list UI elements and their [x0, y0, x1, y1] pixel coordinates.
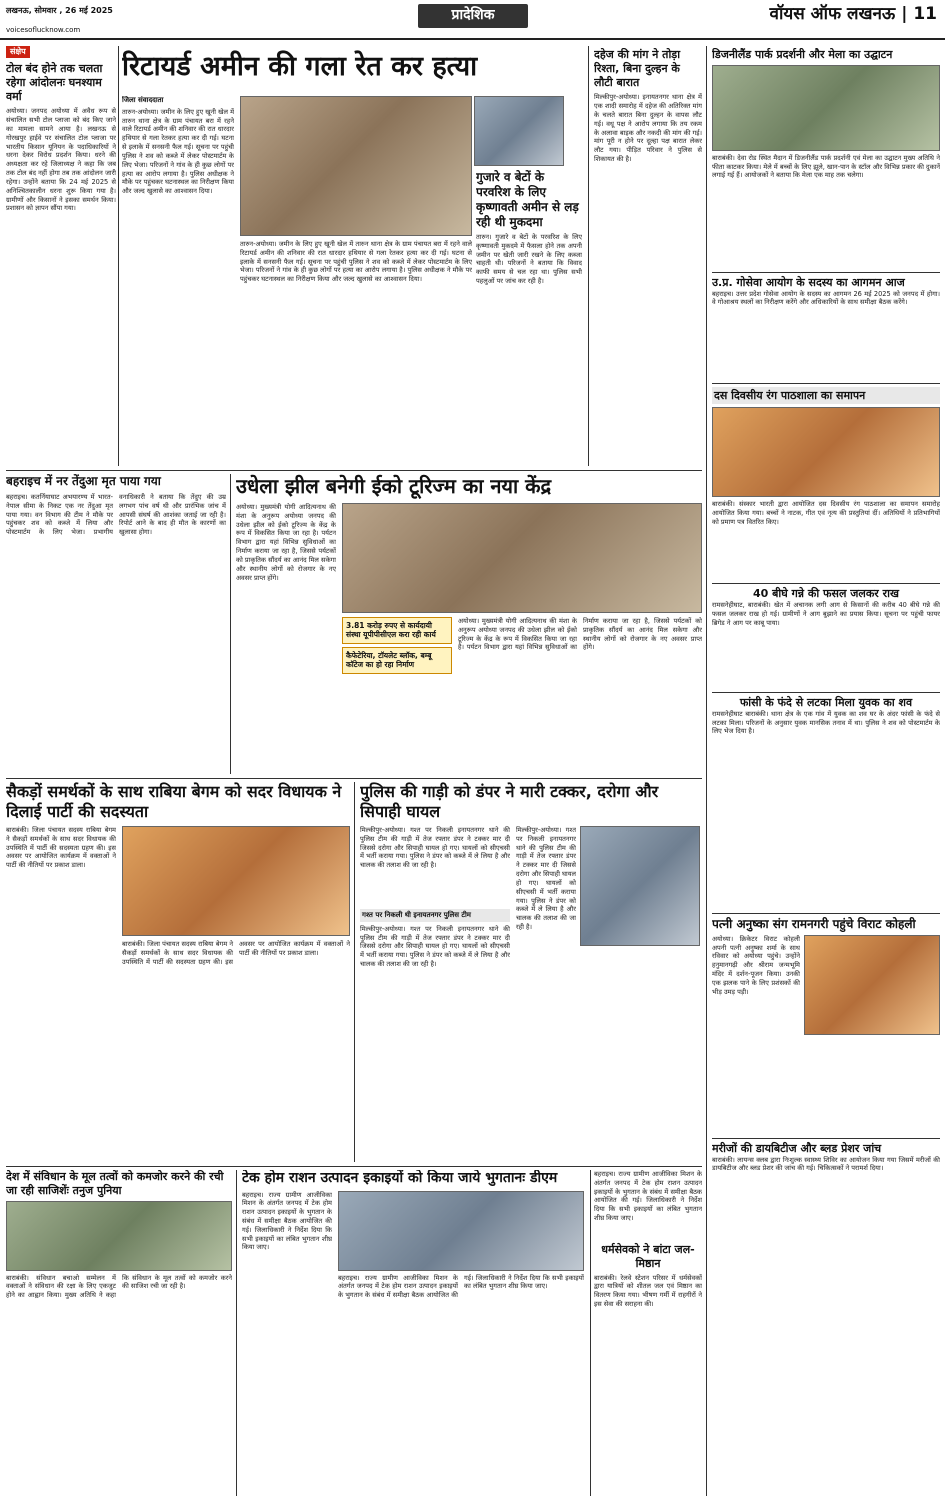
gosewa-body: बहराइच। उत्तर प्रदेश गोसेवा आयोग के सदस्य का आगमन 26 मई 2025 को जनपद में होगा। वे गोआश्रय स्थलों का निरीक्षण करेंगे और अधिकारियों के साथ समीक्षा बैठक करेंगे। [712, 289, 940, 307]
brief-column [6, 46, 116, 466]
eco-body-cont: अयोध्या। मुख्यमंत्री योगी आदित्यनाथ की मंशा के अनुरूप अयोध्या जनपद की उधेला झील को ईको टूरिज्म के केंद्र के रूप में विकसित किया जा रहा है। पर्यटन विभाग द्वारा यहां विभिन्न सुविधाओं का निर्माण कराया जा रहा है, जिससे पर्यटकों को प्राकृतिक सौंदर्य का आनंद मिल सकेगा और स्थानीय लोगों को रोजगार के नए अवसर प्राप्त होंगे। [458, 617, 702, 652]
ration-body: बहराइच। राज्य ग्रामीण आजीविका मिशन के अंतर्गत जनपद में टेक होम राशन उत्पादन इकाइयों के भुगतान के संबंध में समीक्षा बैठक आयोजित की गई। जिलाधिकारी ने निर्देश दिया कि सभी इकाइयों का लंबित भुगतान शीघ्र किया जाए। [242, 1190, 332, 1252]
brief-headline: टोल बंद होने तक चलता रहेगा आंदोलनः घनश्याम वर्मा [6, 62, 103, 103]
lead-body: तारुन-अयोध्या। जमीन के लिए हुए खूनी खेल में तारुन थाना क्षेत्र के ग्राम पंचायत बरा में रहने वाले रिटायर्ड अमीन की शनिवार की रात धारदार हथियार से गला रेतकर हत्या कर दी गई। घटना से इलाके में सनसनी फैल गई। सूचना पर पहुंची पुलिस ने शव को कब्जे में लेकर पोस्टमार्टम के लिए भेजा। परिजनों ने गांव के ही कुछ लोगों पर हत्या का आरोप लगाया है। पुलिस अधीक्षक ने मौके पर पहुंचकर घटनास्थल का निरीक्षण किया और जल्द खुलासे का आश्वासन दिया। [122, 107, 234, 196]
ration-body-cont: बहराइच। राज्य ग्रामीण आजीविका मिशन के अंतर्गत जनपद में टेक होम राशन उत्पादन इकाइयों के भुगतान के संबंध में समीक्षा बैठक आयोजित की गई। जिलाधिकारी ने निर्देश दिया कि सभी इकाइयों का लंबित भुगतान शीघ्र किया जाए। [338, 1273, 584, 1300]
gosewa-headline: उ.प्र. गोसेवा आयोग के सदस्य का आगमन आज [712, 275, 905, 289]
hanging-body: रामसनेहीघाट बाराबंकी। थाना क्षेत्र के एक गांव में युवक का शव घर के अंदर फांसी के फंदे से लटका मिला। परिजनों के अनुसार युवक मानसिक तनाव में था। पुलिस ने शव को पोस्टमार्टम के लिए भेज दिया है। [712, 709, 940, 736]
kohli-body: अयोध्या। क्रिकेटर विराट कोहली अपनी पत्नी अनुष्का शर्मा के साथ रविवार को अयोध्या पहुंचे। उन्होंने हनुमानगढ़ी और श्रीराम जन्मभूमि मंदिर में दर्शन-पूजन किया। उनकी एक झलक पाने के लिए प्रशंसकों की भीड़ उमड़ पड़ी। [712, 934, 800, 996]
police-body: मिल्कीपुर-अयोध्या। गश्त पर निकली इनायतनगर थाने की पुलिस टीम की गाड़ी में तेज रफ्तार डंपर ने टक्कर मार दी जिससे दरोगा और सिपाही घायल हो गए। घायलों को सीएचसी में भर्ती कराया गया। पुलिस ने डंपर को कब्जे में ले लिया है और चालक की तलाश की जा रही है। [360, 826, 510, 870]
const-photo [6, 1201, 232, 1271]
page-number: 11 [913, 4, 937, 24]
dowry-body: मिल्कीपुर-अयोध्या। इनायतनगर थाना क्षेत्र में एक शादी समारोह में दहेज की अतिरिक्त मांग के चलते बारात बिना दुल्हन के वापस लौट गई। वधू पक्ष ने आरोप लगाया कि तय रकम के अलावा बाइक और नकदी की मांग की गई। मांग पूरी न होने पर दूल्हा पक्ष बारात लेकर लौट गया। पीड़ित परिवार ने पुलिस से शिकायत की है। [594, 93, 702, 164]
lead-subhead: गुजारे व बेटों के परवरिश के लिए कृष्णावती अमीन से लड़ रही थी मुकदमा [476, 170, 579, 229]
lead-photo [240, 96, 472, 236]
page-header [0, 0, 945, 40]
masthead: वॉयस ऑफ लखनऊ | 11 [769, 4, 937, 24]
water-body: बाराबंकी। रेलवे स्टेशन परिसर में धर्मसेवकों द्वारा यात्रियों को शीतल जल एवं मिष्ठान का वितरण किया गया। भीषण गर्मी में राहगीरों ने इस सेवा की सराहना की। [594, 1273, 702, 1308]
rang-body: बाराबंकी। संस्कार भारती द्वारा आयोजित दस दिवसीय रंग पाठशाला का समापन समारोह आयोजित किया गया। बच्चों ने नाटक, गीत एवं नृत्य की प्रस्तुतियां दीं। अतिथियों ने प्रतिभागियों को प्रमाण पत्र वितरित किए। [712, 500, 940, 526]
police-headline: पुलिस की गाड़ी को डंपर ने मारी टक्कर, दरोगा और सिपाही घायल [360, 782, 659, 821]
section-title: प्रादेशिक [418, 4, 528, 28]
police-photo [580, 826, 700, 946]
const-headline: देश में संविधान के मूल तत्वों को कमजोर करने की रची जा रही साजिशेंः तनुज पुनिया [6, 1170, 224, 1197]
victim-photo [474, 96, 564, 166]
disney-headline: डिजनीलैंड पार्क प्रदर्शनी और मेला का उद्घाटन [712, 48, 893, 61]
eco-headline: उधेला झील बनेगी ईको टूरिज्म का नया केंद्र [236, 474, 552, 498]
site-url[interactable]: voicesoflucknow.com [6, 26, 81, 34]
leopard-headline: बहराइच में नर तेंदुआ मृत पाया गया [6, 474, 161, 488]
ration-headline: टेक होम राशन उत्पादन इकाइयों को किया जाये भुगतानः डीएम [242, 1170, 558, 1186]
police-tag: गश्त पर निकली थी इनायतनगर पुलिस टीम [360, 909, 510, 922]
rabia-body-cont: बाराबंकी। जिला पंचायत सदस्य राबिया बेगम ने सैकड़ों समर्थकों के साथ सदर विधायक की उपस्थिति में पार्टी की सदस्यता ग्रहण की। इस अवसर पर आयोजित कार्यक्रम में वक्ताओं ने पार्टी की नीतियों पर प्रकाश डाला। [122, 940, 350, 966]
rabia-headline: सैकड़ों समर्थकों के साथ राबिया बेगम को सदर विधायक ने दिलाई पार्टी की सदस्यता [6, 782, 342, 821]
ration-body-side: बहराइच। राज्य ग्रामीण आजीविका मिशन के अंतर्गत जनपद में टेक होम राशन उत्पादन इकाइयों के भुगतान के संबंध में समीक्षा बैठक आयोजित की गई। जिलाधिकारी ने निर्देश दिया कि सभी इकाइयों का लंबित भुगतान शीघ्र किया जाए। [594, 1170, 702, 1223]
lead-subbody: तारुन। गुजारे व बेटों के परवरिश के लिए कृष्णावती मुकदमे में फैसला होने तक अपनी जमीन पर खेती जारी रखने के लिए कब्जा चाहती थी। परिजनों ने बताया कि विवाद काफी समय से चल रहा था। पुलिस सभी पहलुओं पर जांच कर रही है। [476, 233, 582, 286]
eco-body: अयोध्या। मुख्यमंत्री योगी आदित्यनाथ की मंशा के अनुरूप अयोध्या जनपद की उधेला झील को ईको टूरिज्म के केंद्र के रूप में विकसित किया जा रहा है। पर्यटन विभाग द्वारा यहां विभिन्न सुविधाओं का निर्माण कराया जा रहा है, जिससे पर्यटकों को प्राकृतिक सौंदर्य का आनंद मिल सकेगा और स्थानीय लोगों को रोजगार के नए अवसर प्राप्त होंगे। [236, 503, 336, 582]
dateline: लखनऊ, सोमवार , 26 मई 2025 [6, 6, 113, 15]
rang-photo [712, 407, 940, 497]
kohli-photo [804, 935, 940, 1035]
fire-body: रामसनेहीघाट, बाराबंकी। खेत में अचानक लगी आग से किसानों की करीब 40 बीघे गन्ने की फसल जलकर राख हो गई। ग्रामीणों ने आग बुझाने का प्रयास किया। सूचना पर पहुंची फायर ब्रिगेड ने आग पर काबू पाया। [712, 601, 940, 627]
police-body-cont: मिल्कीपुर-अयोध्या। गश्त पर निकली इनायतनगर थाने की पुलिस टीम की गाड़ी में तेज रफ्तार डंपर ने टक्कर मार दी जिससे दरोगा और सिपाही घायल हो गए। घायलों को सीएचसी में भर्ती कराया गया। पुलिस ने डंपर को कब्जे में ले लिया है और चालक की तलाश की जा रही है। [360, 924, 510, 969]
lead-headline: रिटायर्ड अमीन की गला रेत कर हत्या [122, 51, 478, 82]
ration-photo [338, 1191, 584, 1271]
dowry-headline: दहेज की मांग ने तोड़ा रिश्ता, बिना दुल्हन के लौटी बारात [594, 48, 681, 89]
hanging-headline: फांसी के फंदे से लटका मिला युवक का शव [739, 696, 913, 709]
brief-tag: संक्षेप [6, 46, 30, 58]
brief-body: अयोध्या। जनपद अयोध्या में अवैध रूप से संचालित सभी टोल प्लाजा को बंद किए जाने का मामला सामने आया है। लखनऊ से गोरखपुर हाईवे पर संचालित टोल प्लाजा पर भारतीय किसान यूनियन के पदाधिकारियों ने धरना देकर विरोध प्रदर्शन किया। धरने की अध्यक्षता कर रहे जिलाध्यक्ष ने कहा कि जब तक टोल बंद नहीं होगा तब तक आंदोलन जारी रहेगा। उन्होंने बताया कि 24 मई 2025 से अनिश्चितकालीन धरना शुरू किया गया है। ग्रामीणों और किसानों ने इसका समर्थन किया। प्रशासन को ज्ञापन सौंपा गया। [6, 107, 116, 213]
water-headline: धर्मसेवको ने बांटा जल-मिष्ठान [601, 1243, 695, 1270]
leopard-body: बहराइच। कतर्नियाघाट अभयारण्य में भारत-नेपाल सीमा के निकट एक नर तेंदुआ मृत पाया गया। वन विभाग की टीम ने मौके पर पहुंचकर शव को कब्जे में लिया और पोस्टमार्टम के लिए भेजा। प्रभागीय वनाधिकारी ने बताया कि तेंदुए की उम्र लगभग पांच वर्ष थी और प्रारंभिक जांच में आपसी संघर्ष की आशंका जताई जा रही है। रिपोर्ट आने के बाद ही मौत के कारणों का खुलासा होगा। [6, 493, 226, 537]
const-body: बाराबंकी। संविधान बचाओ सम्मेलन में वक्ताओं ने संविधान की रक्षा के लिए एकजुट होने का आह्वान किया। मुख्य अतिथि ने कहा कि संविधान के मूल तत्वों को कमजोर करने की साजिश रची जा रही है। [6, 1273, 232, 1300]
fire-headline: 40 बीघे गन्ने की फसल जलकर राख [753, 587, 899, 601]
kohli-headline: पत्नी अनुष्का संग रामनगरी पहुंचे विराट कोहली [712, 916, 916, 931]
health-headline: मरीजों की डायबिटीज और ब्लड प्रेशर जांच [712, 1141, 882, 1155]
rabia-photo [122, 826, 350, 936]
disney-body: बाराबंकी। देवा रोड स्थित मैदान में डिजनीलैंड पार्क प्रदर्शनी एवं मेला का उद्घाटन मुख्य अतिथि ने फीता काटकर किया। मेले में बच्चों के लिए झूले, खान-पान के स्टॉल और विभिन्न प्रकार की दुकानें लगाई गई हैं। आयोजकों ने बताया कि मेला एक माह तक चलेगा। [712, 153, 940, 180]
lead-dateline: जिला संवाददाता [122, 96, 164, 104]
police-body-side: मिल्कीपुर-अयोध्या। गश्त पर निकली इनायतनगर थाने की पुलिस टीम की गाड़ी में तेज रफ्तार डंपर ने टक्कर मार दी जिससे दरोगा और सिपाही घायल हो गए। घायलों को सीएचसी में भर्ती कराया गया। पुलिस ने डंपर को कब्जे में ले लिया है और चालक की तलाश की जा रही है। [516, 826, 576, 932]
eco-bullet-2: कैफेटेरिया, टॉयलेट ब्लॉक, बम्बू कॉटेज का हो रहा निर्माण [342, 647, 452, 674]
right-column [712, 48, 940, 1498]
rabia-body: बाराबंकी। जिला पंचायत सदस्य राबिया बेगम ने सैकड़ों समर्थकों के साथ सदर विधायक की उपस्थिति में पार्टी की सदस्यता ग्रहण की। इस अवसर पर आयोजित कार्यक्रम में वक्ताओं ने पार्टी की नीतियों पर प्रकाश डाला। [6, 826, 116, 870]
disney-photo [712, 65, 940, 151]
eco-photo [342, 503, 702, 613]
health-body: बाराबंकी। लायन्स क्लब द्वारा निःशुल्क स्वास्थ्य शिविर का आयोजन किया गया जिसमें मरीजों की डायबिटीज और ब्लड प्रेशर की जांच की गई। चिकित्सकों ने परामर्श दिया। [712, 1155, 940, 1173]
lead-body-cont: तारुन-अयोध्या। जमीन के लिए हुए खूनी खेल में तारुन थाना क्षेत्र के ग्राम पंचायत बरा में रहने वाले रिटायर्ड अमीन की शनिवार की रात धारदार हथियार से गला रेतकर हत्या कर दी गई। घटना से इलाके में सनसनी फैल गई। सूचना पर पहुंची पुलिस ने शव को कब्जे में लेकर पोस्टमार्टम के लिए भेजा। परिजनों ने गांव के ही कुछ लोगों पर हत्या का आरोप लगाया है। पुलिस अधीक्षक ने मौके पर पहुंचकर घटनास्थल का निरीक्षण किया और जल्द खुलासे का आश्वासन दिया। [240, 240, 472, 284]
eco-bullet-1: 3.81 करोड़ रुपए से कार्यदायी संस्था यूपीपीसीएल करा रही कार्य [342, 617, 452, 644]
rang-headline: दस दिवसीय रंग पाठशाला का समापन [712, 387, 940, 405]
